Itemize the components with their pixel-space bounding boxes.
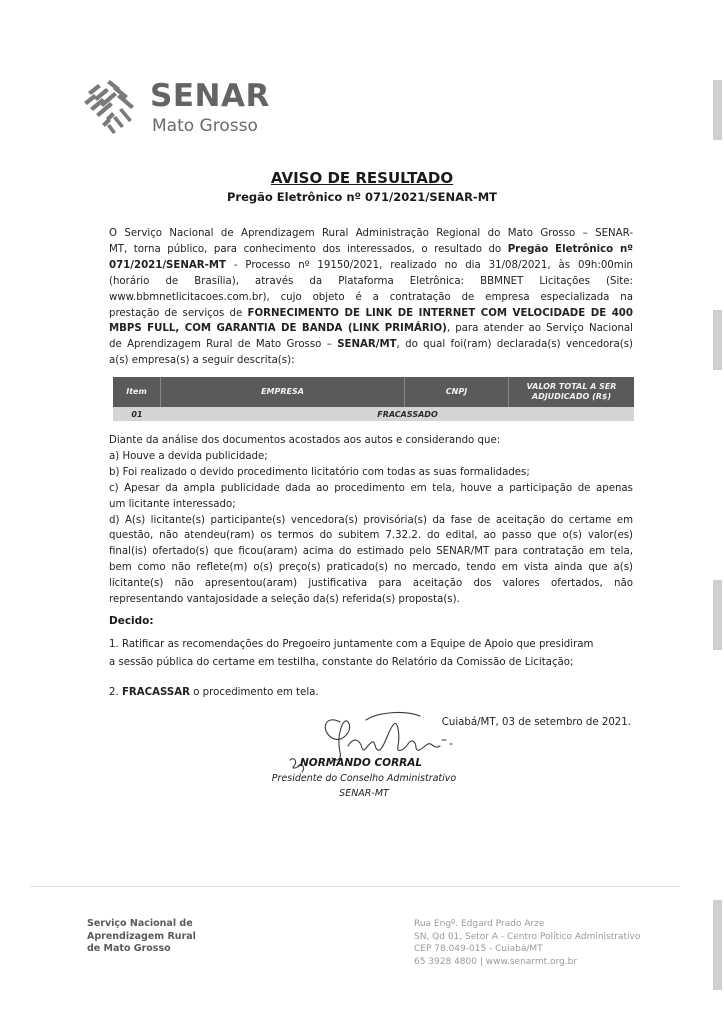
intro-bold: FORNECIMENTO DE LINK DE INTERNET COM VELOCIDADE DE 400: [247, 307, 633, 319]
intro-line: [109, 321, 633, 337]
list-item: um licitante interessado;: [109, 498, 236, 510]
intro-line: [109, 337, 633, 353]
signatory-org: SENAR-MT: [339, 788, 389, 799]
intro-line: www.bbmnetlicitacoes.com.br), cujo objeto é a contratação de empresa especializada na: [109, 291, 633, 303]
logo-title: SENAR: [150, 78, 270, 114]
intro-text: MT, torna público, para conhecimento dos interessados, o resultado do: [109, 243, 508, 255]
intro-line: [109, 258, 633, 274]
list-item: bem como não reflete(m) o(s) preço(s) praticado(s) no mercado, tendo em vista ainda que a(s): [109, 562, 633, 574]
table-header-cnpj: CNPJ: [405, 377, 509, 407]
intro-text: , do qual foi(ram) declarada(s) vencedora(s): [396, 339, 633, 351]
intro-bold: SENAR/MT: [337, 339, 397, 351]
footer-line: Rua Engº. Edgard Prado Arze: [414, 919, 545, 929]
footer-divider: [30, 886, 680, 887]
decision-item-1: [109, 636, 633, 672]
decision-text: o procedimento em tela.: [189, 687, 319, 698]
intro-line: [109, 306, 633, 322]
intro-text: - Processo nº 19150/2021, realizado no dia 31/08/2021, às 09h:00min: [225, 259, 633, 271]
intro-line: [109, 242, 633, 258]
intro-line: O Serviço Nacional de Aprendizagem Rural Administração Regional do Mato Grosso – SENAR-: [109, 228, 633, 239]
list-item: questão, não atendeu(ram) os termos do subitem 7.32.2. do edital, ao passo que o(s) valor(es): [109, 530, 633, 542]
decision-line: a sessão pública do certame em testilha, constante do Relatório da Comissão de Licitação;: [109, 657, 574, 668]
footer-line: Serviço Nacional de: [87, 918, 193, 929]
logo-subtitle: Mato Grosso: [152, 116, 258, 136]
intro-bold: 071/2021/SENAR-MT: [109, 259, 226, 271]
table-header-empresa: EMPRESA: [161, 377, 405, 407]
footer-line: SN, Qd 01, Setor A - Centro Político Administrativo: [414, 931, 641, 942]
decision-line: 1. Ratificar as recomendações do Pregoeiro juntamente com a Equipe de Apoio que presidiram: [109, 639, 594, 650]
list-item: licitante(s) não apresentou(aram) justificativa para aceitação dos valores ofertados, não: [109, 578, 633, 590]
result-table: [113, 377, 634, 421]
intro-text: prestação de serviços de: [109, 307, 248, 319]
footer-line: Aprendizagem Rural: [87, 930, 196, 942]
senar-logo: [76, 74, 276, 144]
findings-intro: Diante da análise dos documentos acostados aos autos e considerando que:: [109, 435, 501, 446]
table-header-item: Item: [113, 377, 161, 407]
intro-text: de Aprendizagem Rural de Mato Grosso –: [109, 339, 338, 351]
intro-line: a(s) empresa(s) a seguir descrita(s):: [109, 355, 295, 367]
senar-wheat-icon: [76, 74, 146, 138]
decision-label: Decido:: [109, 615, 154, 627]
page-subtitle: Pregão Eletrônico nº 071/2021/SENAR-MT: [227, 190, 497, 204]
table-cell-status: FRACASSADO: [377, 409, 438, 419]
signatory-role: Presidente do Conselho Administrativo: [271, 773, 457, 784]
intro-line: (horário de Brasília), através da Plataforma Eletrônica: BBMNET Licitações (Site:: [109, 275, 633, 287]
footer-organization: [87, 918, 196, 956]
intro-bold: MBPS FULL, COM GARANTIA DE BANDA (LINK PRIMÁRIO): [109, 323, 447, 335]
list-item: final(is) ofertado(s) que ficou(aram) acima do estimado pelo SENAR/MT para contratação em tela,: [109, 546, 633, 558]
table-row: [113, 407, 634, 421]
intro-text: , para atender ao Serviço Nacional: [446, 323, 633, 335]
table-header-valor: VALOR TOTAL A SER ADJUDICADO (R$): [526, 382, 617, 401]
footer-line: de Mato Grosso: [87, 943, 171, 954]
footer-address: [414, 918, 640, 968]
list-item: c) Apesar da ampla publicidade dada ao procedimento em tela, houve a participação de apenas: [109, 482, 633, 494]
intro-paragraph: [109, 226, 633, 369]
list-item: representando vantajosidade a seleção da(s) referida(s) proposta(s).: [109, 594, 460, 606]
table-header-row: [113, 377, 634, 407]
decision-text: 2.: [109, 687, 122, 698]
list-item: d) A(s) licitante(s) participante(s) vencedora(s) provisória(s) da fase de aceitação do certame em: [109, 514, 633, 526]
intro-bold: Pregão Eletrônico nº: [507, 243, 633, 255]
findings-list: [109, 433, 633, 608]
table-cell-item: 01: [131, 409, 143, 419]
footer-line: 65 3928 4800 | www.senarmt.org.br: [414, 956, 578, 967]
signatory-name: NORMANDO CORRAL: [300, 757, 423, 769]
list-item: a) Houve a devida publicidade;: [109, 450, 268, 462]
footer-line: CEP 78.049-015 - Cuiabá/MT: [414, 944, 543, 954]
place-date: Cuiabá/MT, 03 de setembro de 2021.: [441, 717, 631, 728]
list-item: b) Foi realizado o devido procedimento licitatório com todas as suas formalidades;: [109, 466, 530, 478]
decision-bold: FRACASSAR: [121, 687, 190, 698]
page-title: AVISO DE RESULTADO: [270, 169, 454, 187]
